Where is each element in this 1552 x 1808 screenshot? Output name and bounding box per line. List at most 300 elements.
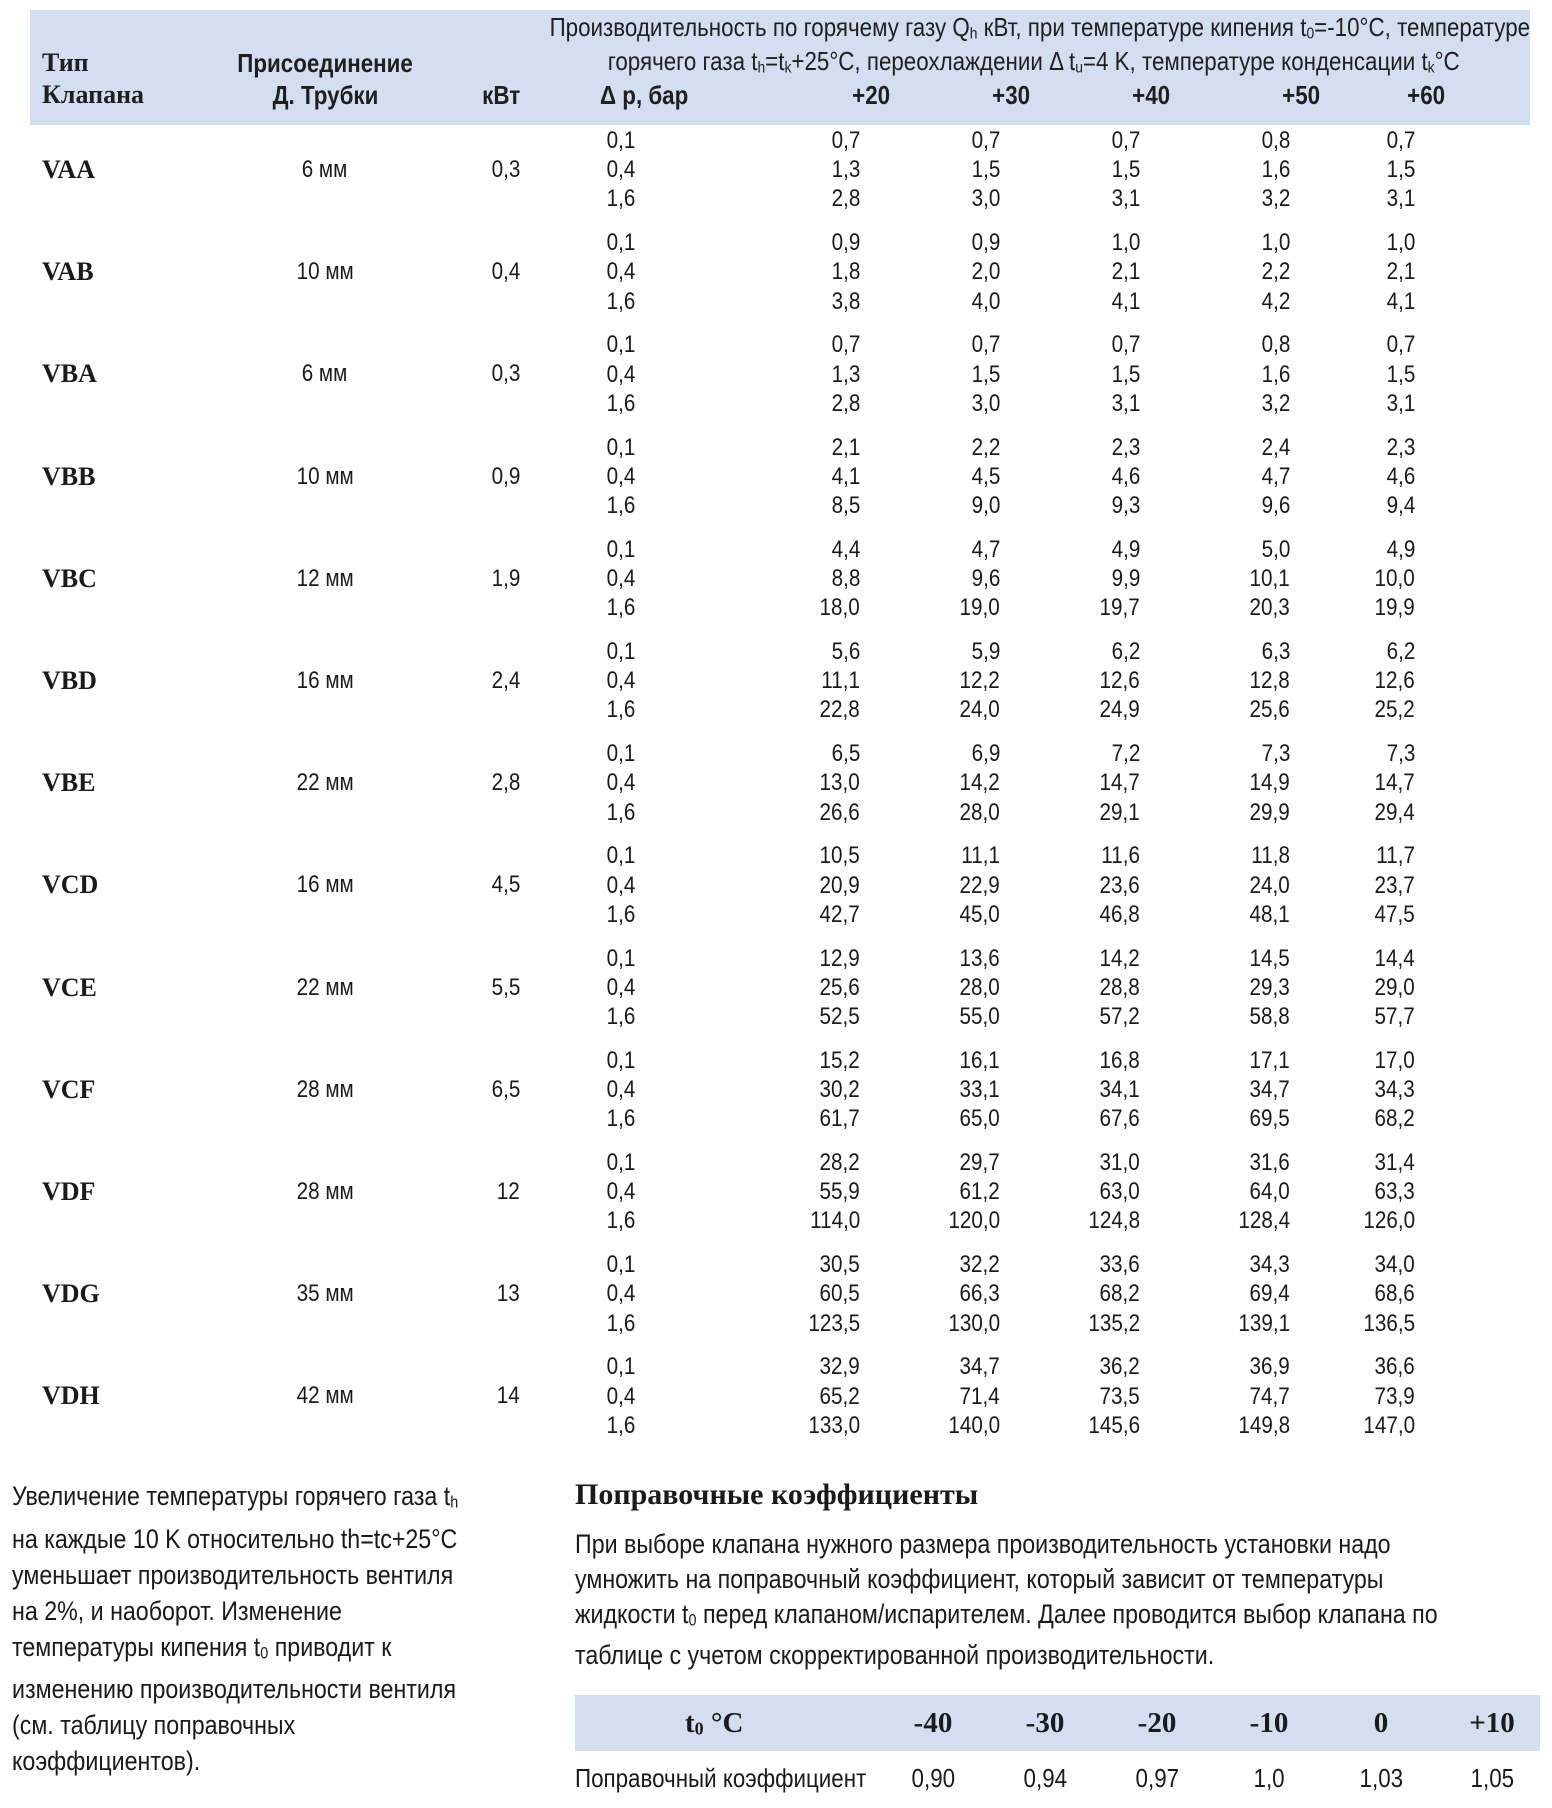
capacity-value: 1,5 — [971, 156, 1000, 184]
capacity-value: 19,9 — [1374, 594, 1415, 622]
valve-type: VDF — [42, 1177, 96, 1206]
capacity-value: 8,5 — [831, 491, 860, 519]
valve-type: VBD — [42, 666, 97, 695]
capacity-value: 20,9 — [819, 871, 860, 899]
capacity-value: 18,0 — [819, 594, 860, 622]
pressure-drop: 0,1 — [606, 433, 635, 461]
nominal-capacity: 0,3 — [491, 156, 520, 183]
tube-connection: 10 мм — [296, 462, 354, 490]
capacity-value: 130,0 — [948, 1309, 1000, 1337]
capacity-value: 31,0 — [1099, 1149, 1140, 1176]
nominal-capacity: 6,5 — [491, 1075, 520, 1103]
capacity-value: 24,0 — [1249, 871, 1290, 899]
header-temp-50: +50 — [1282, 80, 1320, 110]
nominal-capacity: 1,9 — [491, 564, 520, 592]
nominal-capacity: 13 — [497, 1280, 520, 1308]
pressure-drop: 1,6 — [606, 1411, 635, 1439]
nominal-capacity: 0,9 — [491, 462, 520, 490]
capacity-value: 69,4 — [1249, 1280, 1290, 1308]
capacity-value: 114,0 — [809, 1207, 860, 1235]
capacity-value: 0,7 — [1386, 331, 1415, 359]
pressure-drop: 0,1 — [606, 1149, 635, 1176]
capacity-value: 65,0 — [959, 1105, 1000, 1133]
capacity-value: 2,8 — [831, 389, 860, 417]
nominal-capacity: 14 — [497, 1382, 520, 1410]
correction-value: 1,0 — [1253, 1763, 1285, 1793]
capacity-value: 2,1 — [831, 433, 860, 461]
capacity-value: 1,5 — [1111, 156, 1140, 184]
capacity-value: 28,0 — [959, 973, 1000, 1001]
capacity-value: 57,2 — [1099, 1002, 1140, 1030]
capacity-value: 9,4 — [1386, 491, 1415, 519]
correction-header-temp: +10 — [1469, 1707, 1515, 1739]
correction-table-row — [575, 1758, 1540, 1798]
capacity-value: 14,4 — [1374, 944, 1415, 972]
capacity-value: 0,7 — [971, 331, 1000, 359]
capacity-value: 133,0 — [808, 1411, 860, 1439]
capacity-value: 4,9 — [1386, 535, 1415, 563]
correction-header-temp: -10 — [1249, 1707, 1289, 1739]
capacity-value: 2,3 — [1386, 433, 1415, 461]
capacity-value: 25,6 — [819, 973, 860, 1001]
capacity-value: 5,0 — [1261, 535, 1290, 563]
capacity-value: 19,0 — [959, 594, 1000, 622]
capacity-value: 126,0 — [1363, 1207, 1415, 1235]
tube-connection: 16 мм — [296, 667, 354, 694]
capacity-value: 13,0 — [819, 769, 860, 797]
header-description-line2: горячего газа $t_h=t_k+25^\circ C$, переохлаждении Δ $t_u=4$ K, температуре конденсации $t_k^\circ C$ — [607, 46, 1460, 77]
capacity-value: 34,3 — [1249, 1251, 1290, 1279]
capacity-value: 3,1 — [1111, 185, 1140, 213]
pressure-drop: 0,4 — [606, 1382, 635, 1410]
capacity-value: 20,3 — [1249, 594, 1290, 622]
capacity-value: 17,1 — [1249, 1046, 1290, 1074]
header-description-line1: Производительность по горячему газу $Q_h$ кВт, при температуре кипения $t_0=-10^\circ C$, температуре — [549, 12, 1530, 43]
pressure-drop: 1,6 — [606, 900, 635, 928]
header-type-line2: Клапана — [42, 80, 145, 109]
capacity-value: 29,0 — [1374, 973, 1415, 1001]
capacity-value: 1,6 — [1261, 360, 1290, 388]
capacity-value: 147,0 — [1363, 1411, 1415, 1439]
pressure-drop: 1,6 — [606, 287, 635, 315]
capacity-value: 11,1 — [961, 842, 1000, 870]
capacity-value: 1,8 — [831, 258, 860, 286]
capacity-value: 1,0 — [1111, 229, 1140, 257]
capacity-value: 4,5 — [971, 462, 1000, 490]
pressure-drop: 0,1 — [606, 1251, 635, 1279]
note-line-6: изменению производительности вентиля — [12, 1674, 457, 1704]
correction-line-1: При выборе клапана нужного размера производительность установки надо — [575, 1529, 1391, 1559]
capacity-value: 61,7 — [819, 1105, 860, 1133]
pressure-drop: 0,4 — [606, 258, 635, 286]
capacity-value: 23,7 — [1374, 871, 1415, 899]
capacity-value: 14,7 — [1374, 769, 1415, 797]
tube-connection: 6 мм — [302, 360, 348, 388]
header-temp-20: +20 — [852, 80, 890, 110]
pressure-drop: 0,4 — [606, 973, 635, 1001]
tube-connection: 35 мм — [296, 1280, 354, 1308]
capacity-value: 24,0 — [959, 696, 1000, 724]
capacity-value: 11,6 — [1101, 842, 1140, 870]
capacity-value: 4,6 — [1111, 462, 1140, 490]
capacity-value: 7,3 — [1261, 740, 1290, 768]
capacity-value: 29,9 — [1249, 798, 1290, 826]
capacity-value: 33,1 — [959, 1075, 1000, 1103]
header-conn-line1: Присоединение — [237, 48, 413, 78]
capacity-value: 36,9 — [1249, 1353, 1290, 1381]
tube-connection: 42 мм — [296, 1382, 354, 1410]
capacity-value: 61,2 — [959, 1178, 1000, 1206]
capacity-value: 6,9 — [971, 740, 1000, 768]
capacity-value: 14,7 — [1099, 769, 1140, 797]
valve-type: VAA — [42, 155, 95, 184]
note-line-3: уменьшает производительность вентиля — [12, 1559, 454, 1590]
capacity-value: 12,6 — [1374, 667, 1415, 695]
pressure-drop: 1,6 — [606, 389, 635, 417]
capacity-value: 47,5 — [1374, 900, 1415, 928]
capacity-value: 3,0 — [971, 185, 1000, 213]
tube-connection: 10 мм — [296, 258, 354, 286]
capacity-value: 60,5 — [819, 1280, 860, 1308]
pressure-drop: 0,1 — [606, 1046, 635, 1074]
pressure-drop: 0,1 — [606, 638, 635, 665]
capacity-value: 3,2 — [1261, 389, 1290, 417]
valve-type: VCD — [42, 870, 99, 900]
capacity-value: 10,0 — [1374, 564, 1415, 592]
nominal-capacity: 2,4 — [491, 667, 520, 694]
capacity-value: 55,9 — [819, 1178, 860, 1206]
capacity-value: 9,0 — [971, 491, 1000, 519]
capacity-value: 11,8 — [1251, 842, 1290, 870]
correction-value: 1,03 — [1359, 1763, 1403, 1793]
capacity-value: 15,2 — [819, 1046, 860, 1074]
capacity-value: 31,6 — [1249, 1149, 1290, 1176]
capacity-value: 29,7 — [959, 1149, 1000, 1176]
capacity-value: 16,1 — [959, 1046, 1000, 1074]
capacity-value: 1,3 — [831, 156, 860, 184]
capacity-value: 57,7 — [1374, 1002, 1415, 1030]
capacity-value: 0,8 — [1261, 127, 1290, 154]
capacity-value: 0,7 — [831, 331, 860, 359]
correction-header-temp: -30 — [1025, 1707, 1065, 1739]
tube-connection: 22 мм — [296, 973, 354, 1001]
valve-type: VAB — [42, 257, 94, 287]
capacity-value: 1,5 — [1386, 360, 1415, 388]
nominal-capacity: 12 — [497, 1178, 520, 1205]
pressure-drop: 0,4 — [606, 156, 635, 184]
capacity-value: 34,7 — [959, 1353, 1000, 1381]
capacity-value: 22,8 — [819, 696, 860, 724]
capacity-value: 48,1 — [1249, 900, 1290, 928]
capacity-value: 128,4 — [1238, 1207, 1290, 1235]
pressure-drop: 0,4 — [606, 871, 635, 899]
capacity-value: 123,5 — [808, 1309, 860, 1337]
capacity-value: 0,9 — [831, 229, 860, 257]
capacity-value: 28,8 — [1099, 973, 1140, 1001]
nominal-capacity: 4,5 — [491, 871, 520, 899]
capacity-value: 1,6 — [1261, 156, 1290, 184]
capacity-value: 4,7 — [971, 535, 1000, 563]
capacity-value: 7,2 — [1111, 740, 1140, 768]
capacity-value: 34,0 — [1374, 1251, 1415, 1279]
correction-table-header — [575, 1695, 1540, 1751]
capacity-value: 30,5 — [819, 1251, 860, 1279]
pressure-drop: 0,4 — [606, 360, 635, 388]
pressure-drop: 0,1 — [606, 229, 635, 257]
tube-connection: 28 мм — [296, 1178, 354, 1205]
capacity-value: 14,2 — [1099, 944, 1140, 972]
capacity-value: 4,1 — [1386, 287, 1415, 315]
capacity-value: 5,9 — [971, 638, 1000, 665]
note-line-1: Увеличение температуры горячего газа $t_h$ — [12, 1481, 459, 1512]
capacity-value: 25,2 — [1374, 696, 1415, 724]
capacity-value: 2,2 — [1261, 258, 1290, 286]
correction-paragraph — [575, 1527, 1535, 1673]
capacity-value: 3,2 — [1261, 185, 1290, 213]
capacity-value: 149,8 — [1238, 1411, 1290, 1439]
pressure-drop: 0,4 — [606, 1178, 635, 1206]
pressure-drop: 1,6 — [606, 1105, 635, 1133]
capacity-value: 4,1 — [831, 462, 860, 490]
correction-value: 1,05 — [1470, 1763, 1514, 1793]
valve-type: VDH — [42, 1381, 100, 1411]
correction-line-4: таблице с учетом скорректированной производительности. — [575, 1639, 1215, 1670]
capacity-value: 1,5 — [971, 360, 1000, 388]
capacity-value: 1,3 — [831, 360, 860, 388]
capacity-value: 135,2 — [1088, 1309, 1140, 1337]
capacity-value: 3,1 — [1386, 389, 1415, 417]
capacity-value: 71,4 — [959, 1382, 1000, 1410]
capacity-value: 3,1 — [1111, 389, 1140, 417]
capacity-value: 2,1 — [1386, 258, 1415, 286]
capacity-value: 32,9 — [819, 1353, 860, 1381]
capacity-value: 73,5 — [1099, 1382, 1140, 1410]
correction-line-3: жидкости $t_0$ перед клапаном/испарителем. Далее проводится выбор клапана по — [575, 1599, 1438, 1630]
valve-type: VCE — [42, 972, 97, 1002]
capacity-value: 9,6 — [1261, 491, 1290, 519]
capacity-value: 67,6 — [1099, 1105, 1140, 1133]
capacity-value: 140,0 — [948, 1411, 1000, 1439]
capacity-value: 69,5 — [1249, 1105, 1290, 1133]
capacity-value: 6,2 — [1111, 638, 1140, 665]
capacity-value: 14,5 — [1249, 944, 1290, 972]
capacity-value: 1,5 — [1111, 360, 1140, 388]
capacity-value: 42,7 — [819, 900, 860, 928]
capacity-value: 4,7 — [1261, 462, 1290, 490]
nominal-capacity: 5,5 — [491, 973, 520, 1001]
capacity-value: 68,6 — [1374, 1280, 1415, 1308]
capacity-value: 52,5 — [819, 1002, 860, 1030]
capacity-value: 36,2 — [1099, 1353, 1140, 1381]
note-line-7: (см. таблицу поправочных — [12, 1710, 296, 1740]
capacity-value: 7,3 — [1386, 740, 1415, 768]
capacity-value: 11,7 — [1376, 842, 1415, 870]
pressure-drop: 1,6 — [606, 1309, 635, 1337]
capacity-value: 14,2 — [959, 769, 1000, 797]
valve-type: VBE — [42, 768, 96, 798]
capacity-value: 10,5 — [819, 842, 860, 870]
nominal-capacity: 0,4 — [491, 258, 520, 286]
capacity-value: 5,6 — [831, 638, 860, 665]
pressure-drop: 0,1 — [606, 842, 635, 870]
capacity-value: 12,6 — [1099, 667, 1140, 695]
pressure-drop: 0,1 — [606, 944, 635, 972]
capacity-value: 0,9 — [971, 229, 1000, 257]
capacity-value: 29,1 — [1099, 798, 1140, 826]
pressure-drop: 0,4 — [606, 1280, 635, 1308]
tube-connection: 16 мм — [296, 871, 354, 899]
capacity-value: 30,2 — [819, 1075, 860, 1103]
pressure-drop: 1,6 — [606, 594, 635, 622]
capacity-value: 34,7 — [1249, 1075, 1290, 1103]
capacity-value: 4,1 — [1111, 287, 1140, 315]
capacity-value: 2,1 — [1111, 258, 1140, 286]
tube-connection: 28 мм — [296, 1075, 354, 1103]
pressure-drop: 0,4 — [606, 564, 635, 592]
capacity-value: 29,3 — [1249, 973, 1290, 1001]
capacity-value: 3,8 — [831, 287, 860, 315]
valve-type: VDG — [42, 1279, 100, 1309]
pressure-drop: 1,6 — [606, 491, 635, 519]
correction-header-temp: -20 — [1137, 1707, 1177, 1739]
capacity-value: 120,0 — [948, 1207, 1000, 1235]
capacity-value: 9,3 — [1111, 491, 1140, 519]
capacity-value: 0,7 — [971, 127, 1000, 154]
capacity-value: 64,0 — [1249, 1178, 1290, 1206]
pressure-drop: 1,6 — [606, 185, 635, 213]
header-dp: Δ p, бар — [600, 80, 689, 110]
capacity-value: 124,8 — [1088, 1207, 1140, 1235]
capacity-value: 0,8 — [1261, 331, 1290, 359]
note-line-4: на 2%, и наоборот. Изменение — [12, 1595, 342, 1626]
capacity-value: 6,3 — [1261, 638, 1290, 665]
pressure-drop: 1,6 — [606, 696, 635, 724]
capacity-value: 16,8 — [1099, 1046, 1140, 1074]
capacity-value: 68,2 — [1374, 1105, 1415, 1133]
correction-header-temp: -40 — [913, 1707, 953, 1739]
capacity-value: 6,5 — [831, 740, 860, 768]
capacity-value: 8,8 — [831, 564, 860, 592]
capacity-value: 34,1 — [1099, 1075, 1140, 1103]
capacity-value: 4,0 — [971, 287, 1000, 315]
tube-connection: 22 мм — [296, 769, 354, 797]
pressure-drop: 0,4 — [606, 667, 635, 695]
capacity-value: 12,9 — [819, 944, 860, 972]
capacity-value: 4,2 — [1261, 287, 1290, 315]
tube-connection: 12 мм — [296, 564, 354, 592]
pressure-drop: 0,1 — [606, 1353, 635, 1381]
pressure-drop: 1,6 — [606, 1207, 635, 1235]
capacity-value: 2,8 — [831, 185, 860, 213]
tube-connection: 6 мм — [302, 156, 348, 183]
capacity-value: 45,0 — [959, 900, 1000, 928]
correction-header-temp: 0 — [1373, 1707, 1389, 1739]
capacity-value: 26,6 — [819, 798, 860, 826]
capacity-value: 2,3 — [1111, 433, 1140, 461]
pressure-drop: 0,4 — [606, 462, 635, 490]
note-line-8: коэффициентов). — [12, 1746, 201, 1776]
pressure-drop: 0,1 — [606, 535, 635, 563]
pressure-drop: 1,6 — [606, 798, 635, 826]
capacity-value: 0,7 — [1111, 127, 1140, 154]
capacity-value: 145,6 — [1088, 1411, 1140, 1439]
capacity-value: 14,9 — [1249, 769, 1290, 797]
capacity-value: 12,8 — [1249, 667, 1290, 695]
header-conn-line2: Д. Трубки — [272, 80, 378, 110]
header-temp-30: +30 — [992, 80, 1030, 110]
correction-title: Поправочные коэффициенты — [575, 1478, 979, 1511]
capacity-value: 19,7 — [1099, 594, 1140, 622]
capacity-value: 4,9 — [1111, 535, 1140, 563]
capacity-value: 2,4 — [1261, 433, 1290, 461]
capacity-value: 0,7 — [831, 127, 860, 154]
capacity-value: 31,4 — [1374, 1149, 1415, 1176]
capacity-value: 46,8 — [1099, 900, 1140, 928]
capacity-value: 2,0 — [971, 258, 1000, 286]
header-kw: кВт — [481, 80, 520, 110]
capacity-value: 0,7 — [1386, 127, 1415, 154]
table-header — [30, 10, 1530, 125]
capacity-value: 22,9 — [959, 871, 1000, 899]
capacity-value: 74,7 — [1249, 1382, 1290, 1410]
capacity-value: 1,0 — [1386, 229, 1415, 257]
capacity-value: 28,0 — [959, 798, 1000, 826]
capacity-value: 10,1 — [1249, 564, 1290, 592]
capacity-value: 63,0 — [1099, 1178, 1140, 1206]
capacity-value: 2,2 — [971, 433, 1000, 461]
capacity-value: 1,5 — [1386, 156, 1415, 184]
valve-type: VCF — [42, 1074, 96, 1104]
capacity-value: 34,3 — [1374, 1075, 1415, 1103]
pressure-drop: 0,1 — [606, 740, 635, 768]
capacity-value: 33,6 — [1099, 1251, 1140, 1279]
capacity-value: 6,2 — [1386, 638, 1415, 665]
correction-line-2: умножить на поправочный коэффициент, который зависит от температуры — [575, 1564, 1384, 1594]
capacity-value: 65,2 — [819, 1382, 860, 1410]
capacity-value: 25,6 — [1249, 696, 1290, 724]
correction-row-label: Поправочный коэффициент — [575, 1763, 867, 1793]
capacity-value: 28,2 — [819, 1149, 860, 1176]
capacity-value: 3,0 — [971, 389, 1000, 417]
capacity-value: 17,0 — [1374, 1046, 1415, 1074]
header-temp-40: +40 — [1132, 80, 1170, 110]
capacity-value: 23,6 — [1099, 871, 1140, 899]
capacity-value: 11,1 — [821, 667, 860, 695]
capacity-value: 63,3 — [1374, 1178, 1415, 1206]
correction-value: 0,94 — [1023, 1763, 1067, 1793]
valve-type: VBB — [42, 461, 96, 491]
header-type-line1: Тип — [42, 48, 89, 77]
pressure-drop: 0,1 — [606, 331, 635, 359]
correction-value: 0,97 — [1135, 1763, 1179, 1793]
capacity-value: 9,6 — [971, 564, 1000, 592]
capacity-value: 4,4 — [831, 535, 860, 563]
pressure-drop: 1,6 — [606, 1002, 635, 1030]
capacity-value: 58,8 — [1249, 1002, 1290, 1030]
capacity-value: 24,9 — [1099, 696, 1140, 724]
capacity-value: 1,0 — [1261, 229, 1290, 257]
capacity-value: 55,0 — [959, 1002, 1000, 1030]
nominal-capacity: 0,3 — [491, 360, 520, 388]
correction-value: 0,90 — [911, 1763, 955, 1793]
capacity-value: 36,6 — [1374, 1353, 1415, 1381]
note-line-5: температуры кипения $t_0$ приводит к — [12, 1631, 392, 1662]
capacity-value: 136,5 — [1363, 1309, 1415, 1337]
capacity-value: 29,4 — [1374, 798, 1415, 826]
capacity-value: 12,2 — [959, 667, 1000, 695]
pressure-drop: 0,4 — [606, 1075, 635, 1103]
capacity-value: 139,1 — [1238, 1309, 1290, 1337]
